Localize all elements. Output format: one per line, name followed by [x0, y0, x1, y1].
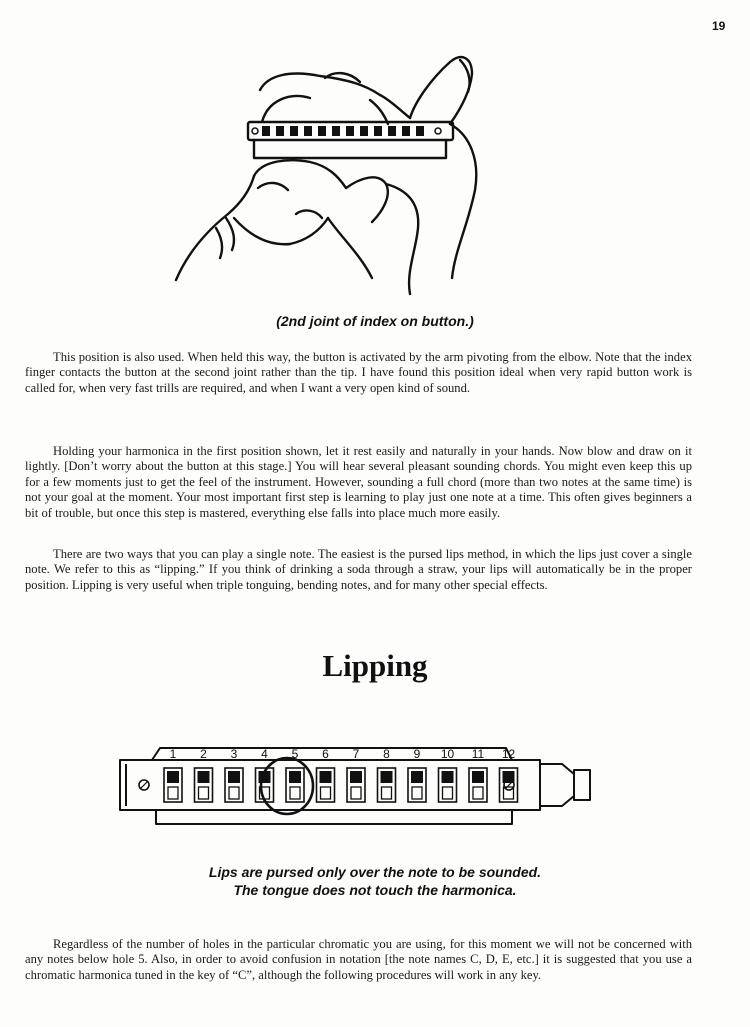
harmonica-hole: [225, 768, 243, 802]
harmonica-hole: [347, 768, 365, 802]
paragraph-first-position-practice: Holding your harmonica in the first position shown, let it rest easily and naturally in your hands. Now blow and draw on it lightly. [Don’t worry about the button at this stage.] You will hear several pleasant sounding chords. You might even keep this up for a few moments just to get the feel of the instrument. However, sounding a full chord (more than two notes at the same time) is not your goal at the moment. Your most important first step is learning to play just one note at a time. This often gives beginners a bit of trouble, but once this step is mastered, everything else falls into place much more easily.: [25, 444, 692, 520]
hole-number-label: 10: [440, 747, 455, 761]
harmonica-hole: [439, 768, 457, 802]
highlighted-hole-circle: [261, 758, 313, 814]
harmonica-hole-numbers: [170, 747, 516, 761]
hole-number-label: 6: [322, 747, 329, 761]
caption-line-1: Lips are pursed only over the note to be sounded.: [208, 864, 542, 880]
harmonica-hole: [408, 768, 426, 802]
figure-caption-lipping: [0, 863, 750, 899]
harmonica-hole: [286, 768, 304, 802]
hole-number-label: 5: [291, 747, 299, 761]
figure-caption-index-joint: (2nd joint of index on button.): [276, 313, 474, 329]
harmonica-hole: [164, 768, 182, 802]
harmonica-hole: [317, 768, 335, 802]
hole-number-label: 7: [352, 747, 360, 761]
hole-number-label: 8: [383, 747, 390, 761]
page-number: 19: [712, 19, 726, 33]
paragraph-hole-range-note: Regardless of the number of holes in the particular chromatic you are using, for this moment we will not be concerned with any notes below hole 5. Also, in order to avoid confusion in notation [the note names C, D, E, etc.] it is suggested that you use a chromatic harmonica tuned in the key of “C”, although the following procedures will work in any key.: [25, 937, 692, 982]
paragraph-position-description: This position is also used. When held this way, the button is activated by the arm pivoting from the elbow. Note that the index finger contacts the button at the second joint rather than the tip. I have found this position ideal when very rapid button work is called for, when very fast trills are required, and when I want a very open kind of sound.: [25, 350, 692, 395]
harmonica-hole: [195, 768, 213, 802]
hole-number-label: 1: [169, 747, 177, 761]
harmonica-hole-diagram: [112, 740, 602, 840]
harmonica-hole: [378, 768, 396, 802]
hands-holding-harmonica-illustration: [150, 40, 490, 302]
caption-line-2: The tongue does not touch the harmonica.: [233, 882, 517, 898]
harmonica-holes: [164, 768, 518, 802]
hole-number-label: 4: [261, 747, 268, 761]
hole-number-label: 3: [230, 747, 238, 761]
hole-number-label: 9: [413, 747, 421, 761]
paragraph-single-note-methods: There are two ways that you can play a single note. The easiest is the pursed lips method, in which the lips just cover a single note. We refer to this as “lipping.” If you think of drinking a soda through a straw, your lips will automatically be in the proper position. Lipping is very useful when triple tonguing, bending notes, and for many other special effects.: [25, 547, 692, 592]
harmonica-hole: [469, 768, 487, 802]
hole-number-label: 11: [471, 747, 485, 761]
section-heading-lipping: Lipping: [322, 648, 428, 683]
hole-number-label: 12: [501, 747, 516, 761]
hole-number-label: 2: [200, 747, 207, 761]
